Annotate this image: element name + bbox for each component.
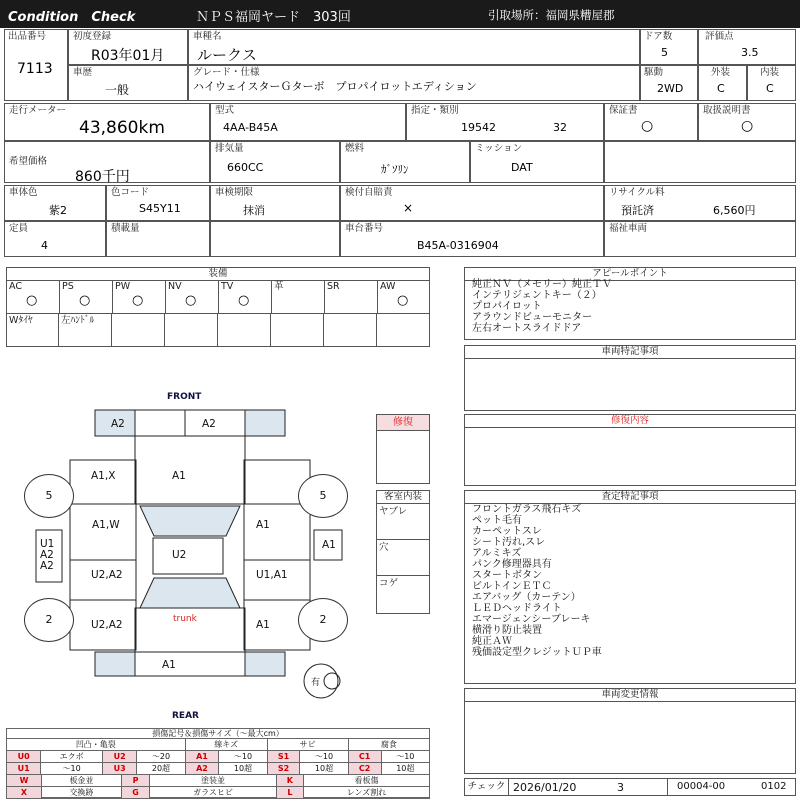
exterior-label: 外装	[711, 67, 731, 78]
cabin-title: 客室内装	[377, 491, 429, 504]
lot-label: 出品番号	[8, 31, 47, 42]
repair-box	[376, 414, 430, 484]
eq-mark: ○	[238, 293, 250, 308]
eq-cell	[272, 281, 325, 313]
legend-cell: P	[121, 775, 149, 787]
recycle-status: 預託済	[621, 204, 654, 217]
exterior-value: C	[717, 82, 725, 95]
welfare-label: 福祉車両	[609, 223, 648, 234]
color-box	[4, 185, 106, 221]
eq-mark: ○	[397, 293, 409, 308]
mileage-value: 43,860km	[79, 118, 165, 138]
score-label: 評価点	[705, 31, 734, 42]
trunk-label: trunk	[173, 614, 197, 624]
welfare-box	[604, 221, 796, 257]
displacement-label: 排気量	[215, 143, 244, 154]
dmg-front-bumper-left: A2	[111, 418, 125, 430]
lot-number: 7113	[17, 61, 53, 77]
eq-mark: ○	[132, 293, 144, 308]
price-label: 希望価格	[9, 156, 48, 167]
assess-title: 査定特記事項	[465, 491, 795, 504]
repair-box-title: 修復	[377, 415, 429, 431]
grade-box	[188, 65, 640, 101]
capacity-box	[4, 221, 106, 257]
legend-head-corrosion: 腐食	[348, 739, 429, 751]
designation-value2: 32	[553, 121, 567, 134]
legend-cell: C1	[348, 751, 381, 763]
auction-name: ＮＰＳ福岡ヤード 303回	[196, 10, 351, 25]
check-code: 00004-00	[677, 781, 726, 792]
eq-cell	[113, 281, 166, 313]
appeal-title: アピールポイント	[465, 268, 795, 281]
legend-cell: 交換跡	[42, 787, 122, 799]
designation-label: 指定・類別	[411, 105, 459, 116]
manual-box	[698, 103, 796, 141]
legend-panel	[6, 728, 430, 798]
dmg-rear-fender-left: U2,A2	[91, 619, 123, 631]
model-box	[210, 103, 406, 141]
eq-wtire-label: Wﾀｲﾔ	[9, 315, 33, 326]
eq-blank-cell	[165, 313, 218, 346]
eq-cell	[7, 281, 60, 313]
front-label: FRONT	[167, 392, 202, 402]
insurance-label: 検付自賠責	[345, 187, 393, 198]
legend-cell: 10超	[381, 763, 429, 775]
price-box	[4, 141, 210, 183]
mileage-box	[4, 103, 210, 141]
lot-box	[4, 29, 68, 101]
interior-box	[747, 65, 796, 101]
repair-content-panel	[464, 414, 796, 486]
check-date: 2026/01/20	[513, 781, 577, 794]
interior-label: 内装	[760, 67, 780, 78]
eq-label: PS	[62, 281, 74, 292]
eq-label: AC	[9, 281, 22, 292]
special-title: 車両特記事項	[465, 346, 795, 359]
equipment-title: 装備	[7, 268, 429, 281]
manual-label: 取扱説明書	[703, 105, 751, 116]
legend-cell: A1	[185, 751, 219, 763]
model-value: 4AA-B45A	[223, 121, 278, 134]
warranty-label: 保証書	[609, 105, 638, 116]
legend-cell: 〜10	[41, 763, 103, 775]
score-box	[698, 29, 796, 65]
special-panel	[464, 345, 796, 411]
chassis-box	[340, 221, 604, 257]
legend-cell: エクボ	[41, 751, 103, 763]
eq-blank-cell	[324, 313, 377, 346]
inspection-box	[210, 185, 340, 221]
cabin-tear-label: ヤブレ	[379, 506, 408, 517]
car-name-box	[188, 29, 640, 65]
exterior-box	[698, 65, 747, 101]
car-outline-svg	[0, 386, 374, 724]
spare-tire-label: 有	[311, 678, 321, 688]
dmg-roof: U2	[172, 549, 187, 561]
legend-cell: U1	[7, 763, 41, 775]
legend-cell: K	[276, 775, 303, 787]
displacement-value: 660CC	[227, 161, 264, 174]
eq-label: 革	[274, 281, 284, 292]
eq-label: NV	[168, 281, 182, 292]
designation-value1: 19542	[461, 121, 496, 134]
grade-value: ハイウェイスターＧターボ プロパイロットエディション	[193, 80, 477, 93]
eq-lefthandle-label: 左ﾊﾝﾄﾞﾙ	[61, 315, 95, 326]
legend-table-2	[6, 774, 430, 799]
footer-bar	[464, 778, 796, 796]
legend-cell: S2	[267, 763, 300, 775]
chassis-label: 車台番号	[345, 223, 384, 234]
capacity-value: 4	[41, 239, 48, 252]
model-label: 型式	[215, 105, 235, 116]
manual-value: ○	[741, 118, 754, 134]
header-title: Condition Check	[8, 10, 136, 25]
tire-rear-left: 2	[24, 598, 74, 642]
dmg-front-door-left: A1,W	[92, 519, 120, 531]
eq-label: TV	[221, 281, 234, 292]
dmg-rear-door-left: U2,A2	[91, 569, 123, 581]
car-name-value: ルークス	[197, 46, 257, 64]
cabin-panel	[376, 490, 430, 614]
appeal-text: 純正ＮＶ（メモリー）純正ＴＶ インテリジェントキー（２） プロパイロット アラウンドビューモニター 左右オートスライドドア	[472, 279, 612, 334]
assess-panel	[464, 490, 796, 684]
dmg-rear-fender-right: A1	[256, 619, 270, 631]
designation-box	[406, 103, 604, 141]
fuel-value: ｶﾞｿﾘﾝ	[381, 163, 409, 176]
dmg-hood: A1	[172, 470, 186, 482]
equipment-panel	[6, 267, 430, 347]
mileage-label: 走行メーター	[9, 105, 67, 116]
fuel-label: 燃料	[345, 143, 365, 154]
eq-blank-cell	[271, 313, 324, 346]
dmg-rear-door-right: U1,A1	[256, 569, 288, 581]
eq-label: AW	[380, 281, 396, 292]
assess-text: フロントガラス飛石キズ ペット毛有 カーペットスレ シート汚れ,スレ アルミキズ パンク修理器具有 スタートボタン ビルトインＥＴＣ エアバッグ（カーテン） ＬＥＤヘッドライト エマージェンシーブレーキ 横滑り防止装置 純正ＡＷ 残価設定型クレジットＵＰ車	[472, 504, 602, 658]
first-reg-label: 初度登録	[73, 31, 112, 42]
blank-box-r4	[604, 141, 796, 183]
warranty-box	[604, 103, 698, 141]
check-label: チェック	[465, 779, 509, 795]
inspection-label: 車検期限	[215, 187, 254, 198]
eq-cell	[166, 281, 219, 313]
check-code2: 0102	[761, 781, 787, 792]
legend-cell: ガラスヒビ	[150, 787, 277, 799]
recycle-box	[604, 185, 796, 221]
cabin-burn-label: コゲ	[379, 578, 399, 589]
check-num: 3	[617, 781, 624, 794]
car-name-label: 車種名	[193, 31, 222, 42]
color-code-label: 色コード	[111, 187, 150, 198]
insurance-box	[340, 185, 604, 221]
mission-value: DAT	[511, 161, 533, 174]
legend-table	[6, 738, 430, 775]
chassis-value: B45A-0316904	[417, 239, 499, 252]
dmg-front-door-right: A1	[256, 519, 270, 531]
appeal-panel	[464, 267, 796, 340]
doors-label: ドア数	[644, 31, 673, 42]
color-value: 紫2	[49, 204, 67, 217]
legend-cell: 〜20	[137, 751, 185, 763]
legend-cell: 看板傷	[304, 775, 430, 787]
eq-cell	[325, 281, 378, 313]
legend-cell: 10超	[300, 763, 348, 775]
score-value: 3.5	[741, 46, 759, 59]
dmg-front-bumper-right: A2	[202, 418, 216, 430]
doors-value: 5	[661, 46, 668, 59]
grade-label: グレード・仕様	[193, 67, 260, 78]
legend-title: 損傷記号＆損傷サイズ（〜最大cm）	[152, 729, 284, 738]
drive-label: 駆動	[644, 67, 664, 78]
legend-cell: 20超	[137, 763, 185, 775]
displacement-box	[210, 141, 340, 183]
legend-cell: U3	[102, 763, 136, 775]
pickup-location: 引取場所：福岡県糟屋郡	[488, 8, 615, 22]
dmg-left-sill: U1 A2 A2	[40, 538, 55, 572]
recycle-label: リサイクル料	[609, 187, 665, 198]
mission-label: ミッション	[475, 143, 523, 154]
eq-label: SR	[327, 281, 340, 292]
eq-blank-cell	[112, 313, 165, 346]
eq-cell	[378, 281, 431, 313]
history-value: 一般	[105, 83, 130, 97]
drive-box	[640, 65, 698, 101]
recycle-value: 6,560円	[713, 204, 756, 217]
inspection-value: 抹消	[243, 204, 265, 217]
legend-cell: U2	[102, 751, 136, 763]
legend-cell: レンズ割れ	[304, 787, 430, 799]
eq-cell	[60, 281, 113, 313]
legend-cell: L	[276, 787, 303, 799]
dmg-rear-bumper: A1	[162, 659, 176, 671]
first-reg-value: R03年01月	[91, 48, 165, 64]
legend-head-rust: サビ	[267, 739, 348, 751]
history-box	[68, 65, 188, 101]
change-title: 車両変更情報	[465, 689, 795, 702]
first-reg-box	[68, 29, 188, 65]
color-label: 車体色	[9, 187, 38, 198]
eq-label: PW	[115, 281, 131, 292]
eq-mark: ○	[185, 293, 197, 308]
tire-front-left: 5	[24, 474, 74, 518]
car-diagram	[0, 386, 374, 724]
legend-cell: 〜10	[381, 751, 429, 763]
drive-value: 2WD	[657, 82, 684, 95]
price-value: 860千円	[75, 169, 130, 185]
history-label: 車歴	[73, 67, 93, 78]
header-bar	[0, 0, 800, 28]
color-code-value: S45Y11	[139, 202, 181, 215]
load-label: 積載量	[111, 223, 140, 234]
legend-cell: S1	[267, 751, 300, 763]
doors-box	[640, 29, 698, 65]
warranty-value: ○	[641, 118, 654, 134]
legend-cell: 塗装並	[150, 775, 277, 787]
legend-cell: W	[7, 775, 42, 787]
legend-cell: A2	[185, 763, 219, 775]
eq-mark: ○	[79, 293, 91, 308]
legend-cell: U0	[7, 751, 41, 763]
insurance-value: ×	[403, 201, 414, 215]
eq-cell	[219, 281, 272, 313]
dmg-right-sill: A1	[322, 539, 336, 551]
change-panel	[464, 688, 796, 774]
interior-value: C	[766, 82, 774, 95]
capacity-label: 定員	[9, 223, 29, 234]
legend-cell: 10超	[219, 763, 267, 775]
legend-cell: 〜10	[219, 751, 267, 763]
eq-mark: ○	[26, 293, 38, 308]
repair-content-title: 修復内容	[465, 415, 795, 428]
legend-cell: X	[7, 787, 42, 799]
dmg-front-fender-left: A1,X	[91, 470, 116, 482]
legend-head-scratch: 線キズ	[185, 739, 267, 751]
legend-cell: C2	[348, 763, 381, 775]
tire-rear-right: 2	[298, 598, 348, 642]
eq-blank-cell	[218, 313, 271, 346]
tire-front-right: 5	[298, 474, 348, 518]
legend-cell: G	[121, 787, 149, 799]
blank-box-r6	[210, 221, 340, 257]
legend-cell: 〜10	[300, 751, 348, 763]
fuel-box	[340, 141, 470, 183]
mission-box	[470, 141, 604, 183]
legend-cell: 板金並	[42, 775, 122, 787]
cabin-hole-label: 穴	[379, 542, 389, 553]
rear-label: REAR	[172, 711, 199, 721]
color-code-box	[106, 185, 210, 221]
load-box	[106, 221, 210, 257]
legend-head-dent: 凹凸・亀裂	[7, 739, 186, 751]
